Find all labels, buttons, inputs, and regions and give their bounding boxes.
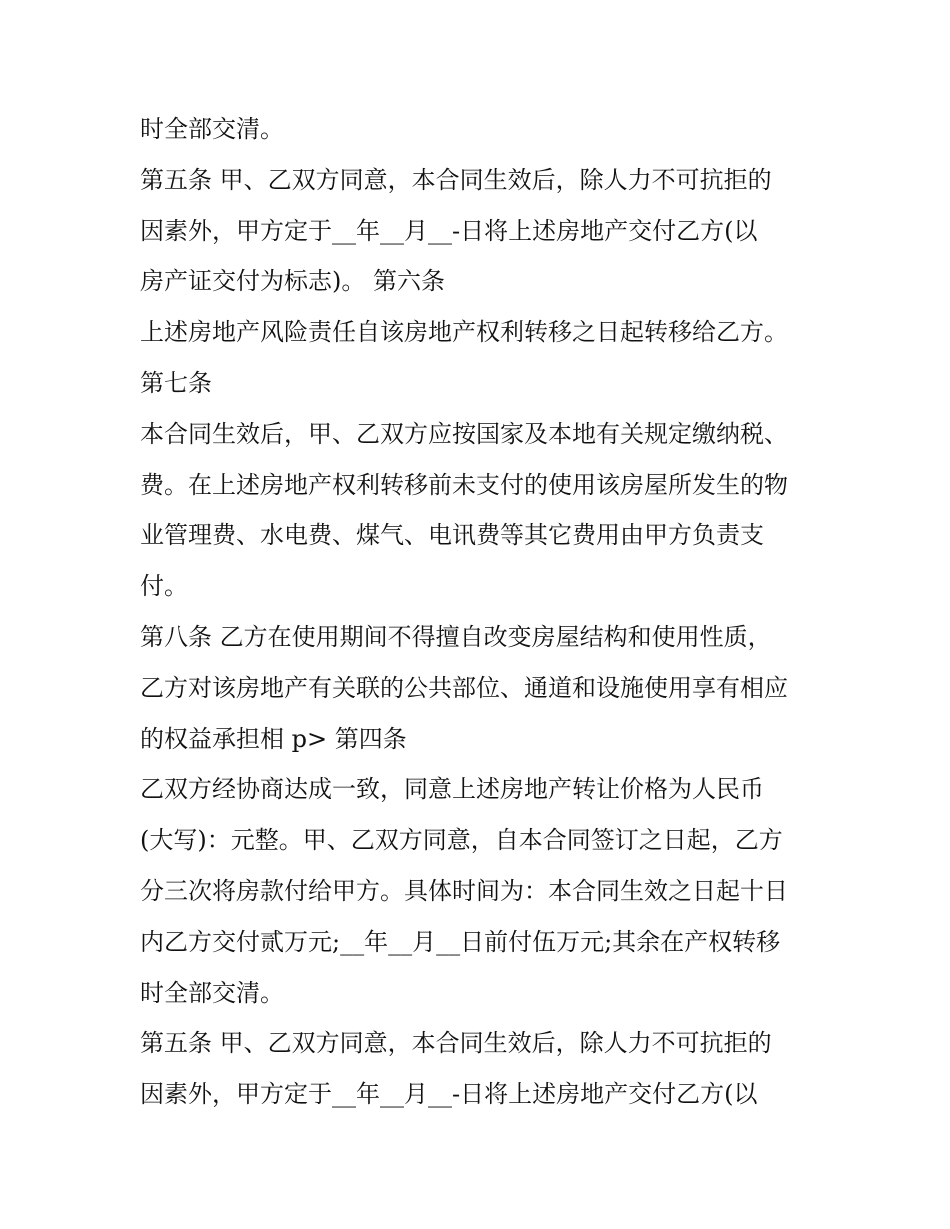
text-line: 费。在上述房地产权利转移前未支付的使用该房屋所发生的物: [140, 470, 788, 499]
text-line: 的权益承担相 p> 第四条: [140, 724, 407, 753]
text-line: 内乙方交付贰万元;__年__月__日前付伍万元;其余在产权转移: [140, 927, 781, 956]
document-body: [140, 104, 830, 1120]
text-line: (大写)：元整。甲、乙双方同意，自本合同签订之日起，乙方: [140, 826, 783, 855]
text-line: 第五条 甲、乙双方同意，本合同生效后，除人力不可抗拒的: [140, 165, 772, 194]
text-line: 第七条: [140, 368, 212, 397]
text-line: 上述房地产风险责任自该房地产权利转移之日起转移给乙方。: [140, 318, 788, 347]
text-line: 因素外，甲方定于__年__月__-日将上述房地产交付乙方(以: [140, 216, 758, 245]
text-line: 乙方对该房地产有关联的公共部位、通道和设施使用享有相应: [140, 673, 788, 702]
text-line: 乙双方经协商达成一致，同意上述房地产转让价格为人民币: [140, 775, 764, 804]
text-line: 因素外，甲方定于__年__月__-日将上述房地产交付乙方(以: [140, 1080, 758, 1109]
text-line: 本合同生效后，甲、乙双方应按国家及本地有关规定缴纳税、: [140, 419, 788, 448]
text-line: 第五条 甲、乙双方同意，本合同生效后，除人力不可抗拒的: [140, 1029, 772, 1058]
text-line: 时全部交清。: [140, 115, 284, 143]
text-line: 房产证交付为标志)。 第六条: [140, 267, 445, 296]
text-line: 业管理费、水电费、煤气、电讯费等其它费用由甲方负责支: [140, 521, 764, 550]
text-line: 分三次将房款付给甲方。具体时间为：本合同生效之日起十日: [140, 876, 788, 905]
text-line: 付。: [140, 572, 188, 601]
text-line: 时全部交清。: [140, 978, 284, 1007]
text-line: 第八条 乙方在使用期间不得擅自改变房屋结构和使用性质，: [140, 622, 772, 651]
